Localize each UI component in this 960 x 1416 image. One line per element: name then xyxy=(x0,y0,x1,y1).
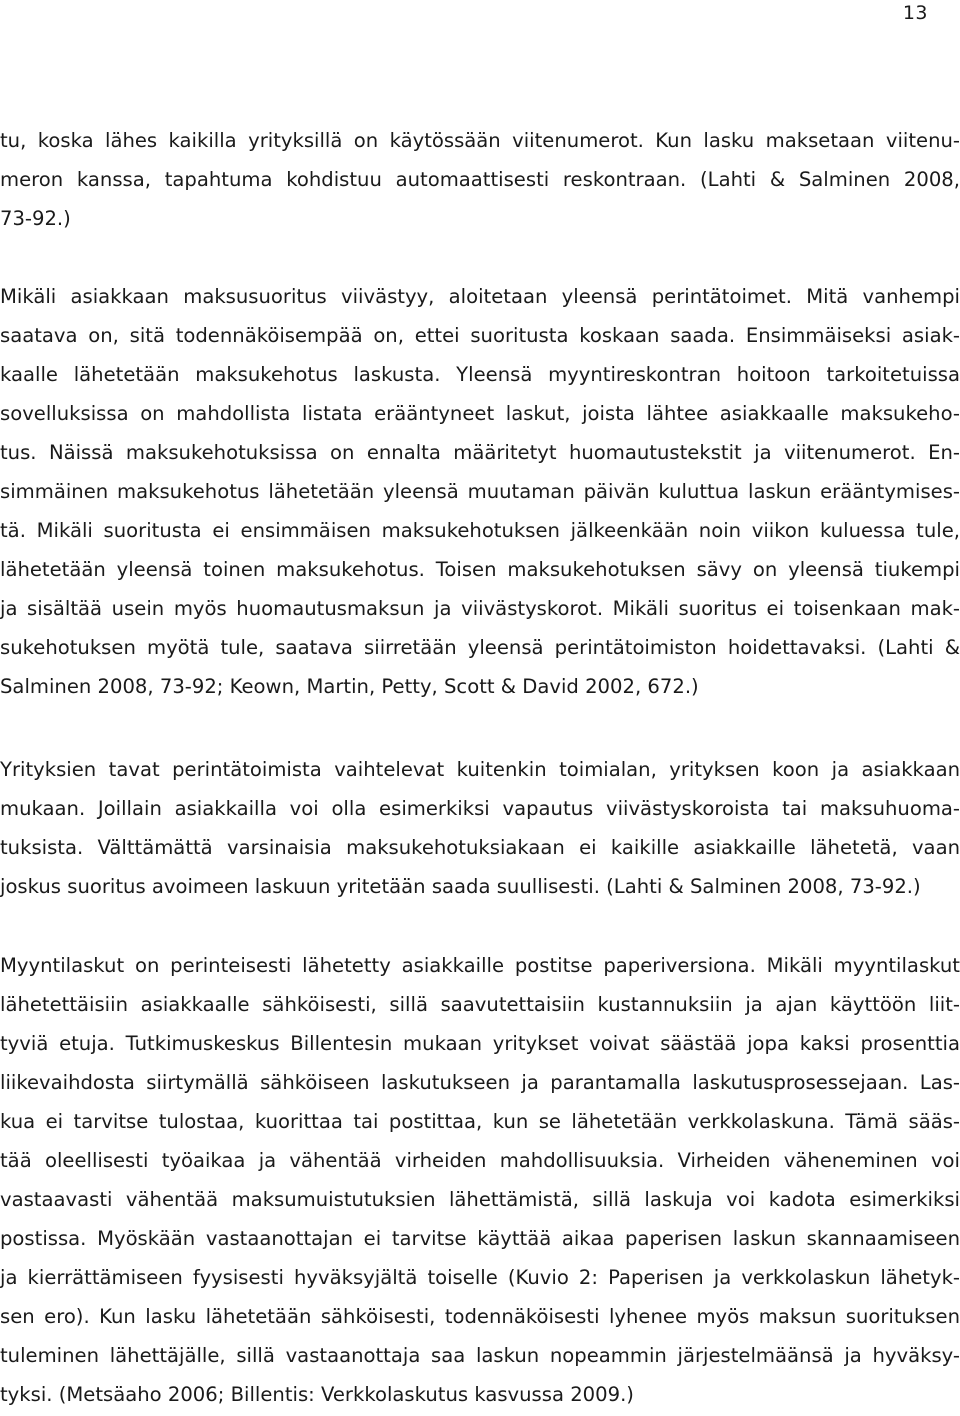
text-line: kaalle lähetetään maksukehotus laskusta. Yleensä myyntireskontran hoitoon tarkoitetuissa xyxy=(0,363,960,386)
text-line: tu, koska lähes kaikilla yrityksillä on käytössään viitenumerot. Kun lasku maksetaan viitenu- xyxy=(0,129,960,152)
text-line: joskus suoritus avoimeen laskuun yritetään saada suullisesti. (Lahti & Salminen 2008, 73-92.) xyxy=(0,875,921,898)
text-line: ja sisältää usein myös huomautusmaksun ja viivästyskorot. Mikäli suoritus ei toisenkaan mak- xyxy=(0,597,960,620)
text-line: tää oleellisesti työaikaa ja vähentää virheiden mahdollisuuksia. Virheiden väheneminen voi xyxy=(0,1149,960,1172)
text-line: lähetetään yleensä toinen maksukehotus. Toisen maksukehotuksen sävy on yleensä tiukempi xyxy=(0,558,960,581)
text-line: saatava on, sitä todennäköisempää on, ettei suoritusta koskaan saada. Ensimmäiseksi asiak- xyxy=(0,324,960,347)
text-line: simmäinen maksukehotus lähetetään yleensä muutaman päivän kuluttua laskun erääntymises- xyxy=(0,480,960,503)
paragraph-2 xyxy=(0,277,960,706)
text-line: tus. Näissä maksukehotuksissa on ennalta määritetyt huomautustekstit ja viitenumerot. En- xyxy=(0,441,960,464)
paragraph-3 xyxy=(0,750,960,906)
text-line: Mikäli asiakkaan maksusuoritus viivästyy, aloitetaan yleensä perintätoimet. Mitä vanhempi xyxy=(0,285,960,308)
text-line: 73-92.) xyxy=(0,207,71,230)
text-line: tuksista. Välttämättä varsinaisia maksukehotuksiakaan ei kaikille asiakkaille lähetetä, vaan xyxy=(0,836,960,859)
text-line: sukehotuksen myötä tule, saatava siirretään yleensä perintätoimiston hoidettavaksi. (Lahti & xyxy=(0,636,960,659)
text-line: meron kanssa, tapahtuma kohdistuu automaattisesti reskontraan. (Lahti & Salminen 2008, xyxy=(0,168,960,191)
text-line: Salminen 2008, 73-92; Keown, Martin, Petty, Scott & David 2002, 672.) xyxy=(0,675,699,698)
text-line: sen ero). Kun lasku lähetetään sähköisesti, todennäköisesti lyhenee myös maksun suorituksen xyxy=(0,1305,960,1328)
paragraph-4 xyxy=(0,946,960,1414)
text-line: tä. Mikäli suoritusta ei ensimmäisen maksukehotuksen jälkeenkään noin viikon kuluessa tule, xyxy=(0,519,960,542)
text-line: tyviä etuja. Tutkimuskeskus Billentesin mukaan yritykset voivat säästää jopa kaksi prosenttia xyxy=(0,1032,960,1055)
text-line: tyksi. (Metsäaho 2006; Billentis: Verkkolaskutus kasvussa 2009.) xyxy=(0,1383,634,1406)
text-line: tuleminen lähettäjälle, sillä vastaanottaja saa laskun nopeammin järjestelmäänsä ja hyväksy- xyxy=(0,1344,960,1367)
text-line: postissa. Myöskään vastaanottajan ei tarvitse käyttää aikaa paperisen laskun skannaamiseen xyxy=(0,1227,960,1250)
text-line: Yrityksien tavat perintätoimista vaihtelevat kuitenkin toimialan, yrityksen koon ja asiakkaan xyxy=(0,758,960,781)
text-line: sovelluksissa on mahdollista listata erääntyneet laskut, joista lähtee asiakkaalle maksukeho- xyxy=(0,402,960,425)
text-line: vastaavasti vähentää maksumuistutuksien lähettämistä, sillä laskuja voi kadota esimerkiksi xyxy=(0,1188,960,1211)
text-line: ja kierrättämiseen fyysisesti hyväksyjältä toiselle (Kuvio 2: Paperisen ja verkkolaskun lähetyk- xyxy=(0,1266,960,1289)
text-line: kua ei tarvitse tulostaa, kuorittaa tai postittaa, kun se lähetetään verkkolaskuna. Tämä sääs- xyxy=(0,1110,960,1133)
paragraph-1 xyxy=(0,121,960,238)
text-line: lähetettäisiin asiakkaalle sähköisesti, sillä saavutettaisiin kustannuksiin ja ajan käyttöön liit- xyxy=(0,993,960,1016)
text-line: Myyntilaskut on perinteisesti lähetetty asiakkaille postitse paperiversiona. Mikäli myyntilaskut xyxy=(0,954,960,977)
text-line: liikevaihdosta siirtymällä sähköiseen laskutukseen ja parantamalla laskutusprosessejaan. Las- xyxy=(0,1071,960,1094)
text-line: mukaan. Joillain asiakkailla voi olla esimerkiksi vapautus viivästyskoroista tai maksuhuoma- xyxy=(0,797,960,820)
page-number: 13 xyxy=(902,2,928,24)
